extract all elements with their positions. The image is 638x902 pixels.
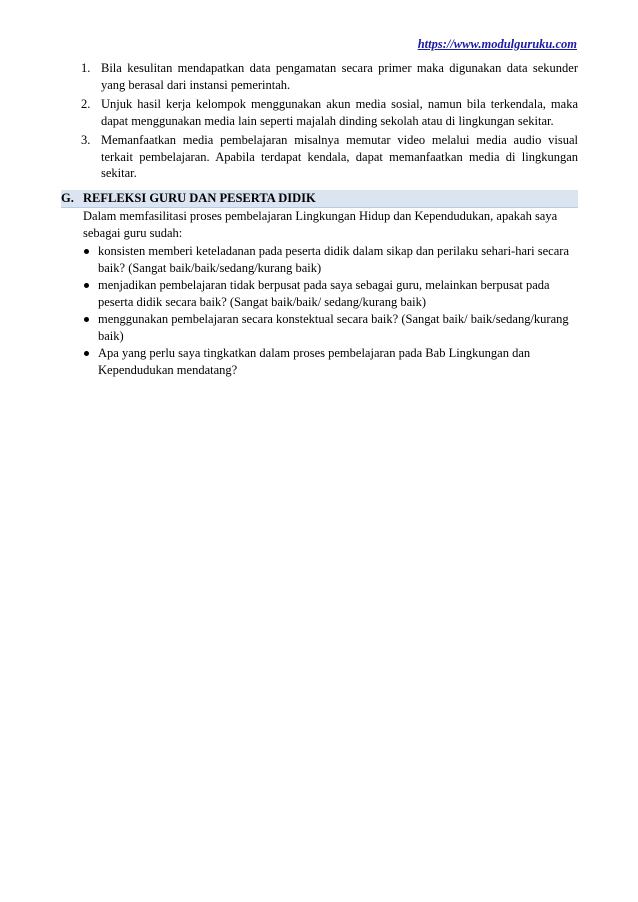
list-item [81, 96, 578, 129]
section-title: REFLEKSI GURU DAN PESERTA DIDIK [83, 191, 316, 205]
bullet-item [83, 277, 578, 310]
bullet-item-text: menjadikan pembelajaran tidak berpusat pada saya sebagai guru, melainkan berpusat pada peserta didik secara baik? (Sangat baik/baik/ sedang/kurang baik) [98, 278, 550, 309]
list-item-text: Bila kesulitan mendapatkan data pengamatan secara primer maka digunakan data sekunder yang berasal dari instansi pemerintah. [101, 61, 578, 92]
list-item [81, 132, 578, 182]
reflection-bullet-list [83, 243, 578, 379]
section-heading [61, 190, 578, 208]
bullet-item [83, 345, 578, 378]
bullet-dot-icon [84, 317, 89, 322]
bullet-dot-icon [84, 351, 89, 356]
list-item [81, 60, 578, 93]
bullet-item [83, 243, 578, 276]
section-letter: G. [61, 191, 74, 205]
list-item-number: 3. [81, 133, 91, 147]
website-link[interactable]: https://www.modulguruku.com [417, 37, 577, 51]
numbered-steps-list [81, 60, 578, 185]
list-item-text: Memanfaatkan media pembelajaran misalnya memutar video melalui media audio visual terkait pembelajaran. Apabila terdapat kendala, dapat memanfaatkan media di lingkungan sekitar. [101, 133, 578, 180]
bullet-item-text: menggunakan pembelajaran secara konstektual secara baik? (Sangat baik/ baik/sedang/kurang baik) [98, 312, 569, 343]
bullet-item [83, 311, 578, 344]
bullet-item-text: Apa yang perlu saya tingkatkan dalam proses pembelajaran pada Bab Lingkungan dan Kependudukan mendatang? [98, 346, 531, 377]
bullet-dot-icon [84, 283, 89, 288]
bullet-dot-icon [84, 249, 89, 254]
section-intro: Dalam memfasilitasi proses pembelajaran Lingkungan Hidup dan Kependudukan, apakah saya sebagai guru sudah: [83, 209, 558, 240]
list-item-number: 2. [81, 97, 91, 111]
list-item-text: Unjuk hasil kerja kelompok menggunakan akun media sosial, namun bila terkendala, maka dapat menggunakan media lain seperti majalah dinding sekolah atau di lingkungan sekitar. [101, 97, 578, 128]
list-item-number: 1. [81, 61, 91, 75]
bullet-item-text: konsisten memberi keteladanan pada peserta didik dalam sikap dan perilaku sehari-hari secara baik? (Sangat baik/baik/sedang/kurang baik) [98, 244, 569, 275]
